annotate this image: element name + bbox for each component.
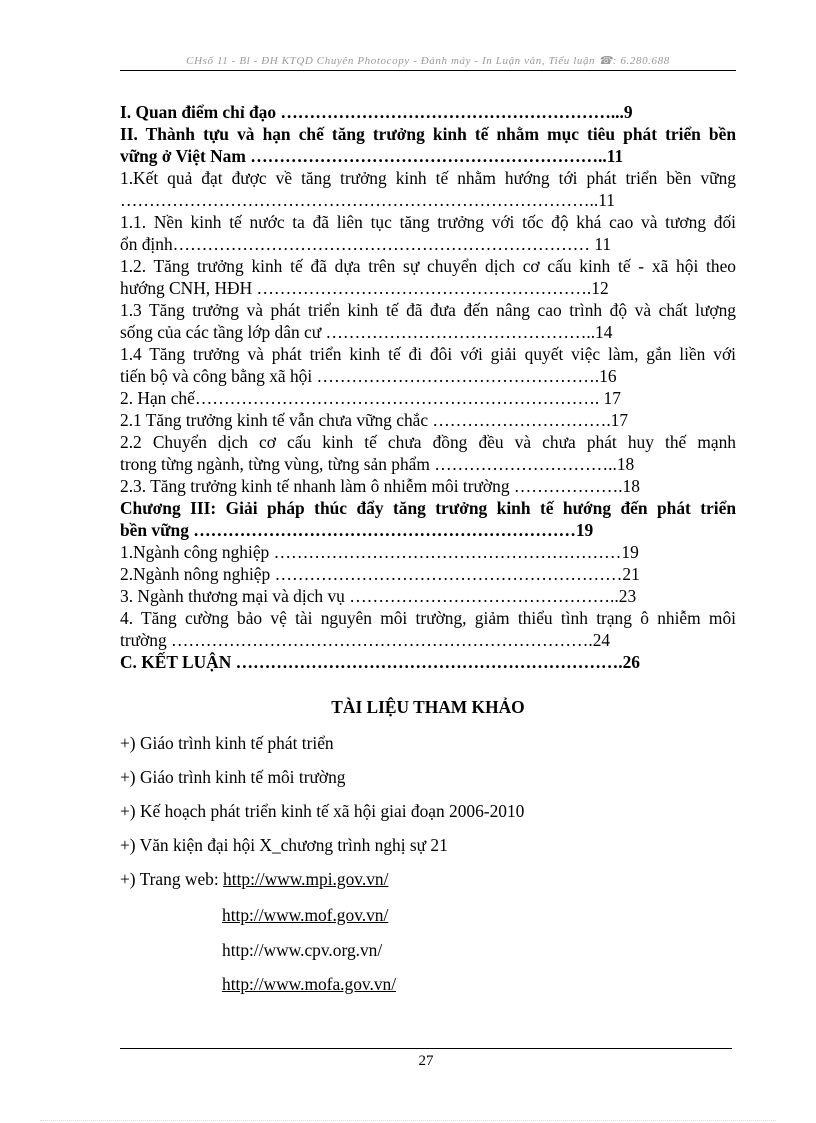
reference-item: +) Giáo trình kinh tế phát triển <box>120 733 334 753</box>
reference-web-prefix: +) Trang web: <box>120 869 224 889</box>
toc-line: Chương III: Giải pháp thúc đẩy tăng trưởng kinh tế hướng đến phát triển <box>120 498 736 518</box>
toc-line: hướng CNH, HĐH ………………………………………………….12 <box>120 278 609 298</box>
reference-item: +) Văn kiện đại hội X_chương trình nghị sự 21 <box>120 835 448 855</box>
table-of-contents <box>120 101 736 673</box>
toc-line: 2.2 Chuyển dịch cơ cấu kinh tế chưa đồng đều và chưa phát huy thế mạnh <box>120 432 736 452</box>
toc-line: 2.3. Tăng trưởng kinh tế nhanh làm ô nhiễm môi trường ……………….18 <box>120 476 640 496</box>
toc-line: 4. Tăng cường bảo vệ tài nguyên môi trường, giảm thiểu tình trạng ô nhiễm môi <box>120 608 736 628</box>
toc-line: 1.4 Tăng trưởng và phát triển kinh tế đi đôi với giải quyết việc làm, gắn liền với <box>120 344 736 364</box>
toc-line: trường ……………………………………………………………….24 <box>120 630 611 650</box>
toc-line: 1.Kết quả đạt được về tăng trưởng kinh tế nhằm hướng tới phát triển bền vững <box>120 168 736 188</box>
toc-line: 1.3 Tăng trưởng và phát triển kinh tế đã đưa đến nâng cao trình độ và chất lượng <box>120 300 736 320</box>
toc-line: 1.1. Nền kinh tế nước ta đã liên tục tăng trưởng với tốc độ khá cao và tương đối <box>120 212 736 232</box>
web-link-mpi[interactable]: http://www.mpi.gov.vn/ <box>223 869 389 889</box>
reference-item: +) Giáo trình kinh tế môi trường <box>120 767 346 787</box>
toc-line: 2. Hạn chế……………………………………………………………. 17 <box>120 388 621 408</box>
footer-rule <box>120 1048 732 1049</box>
toc-line: tiến bộ và công bằng xã hội ………………………………………….16 <box>120 366 617 386</box>
page-edge <box>40 1120 776 1121</box>
reference-web <box>120 869 388 890</box>
toc-line: vững ở Việt Nam ……………………………………………………..11 <box>120 146 624 166</box>
web-link-cpv[interactable]: http://www.cpv.org.vn/ <box>222 940 383 960</box>
toc-line: ổn định……………………………………………………………… 11 <box>120 234 612 254</box>
toc-line: 3. Ngành thương mại và dịch vụ ………………………………………..23 <box>120 586 637 606</box>
toc-line: ………………………………………………………………………..11 <box>120 190 615 210</box>
toc-line: 1.Ngành công nghiệp ……………………………………………………19 <box>120 542 639 562</box>
web-link-mofa[interactable]: http://www.mofa.gov.vn/ <box>222 974 397 994</box>
toc-line: sống của các tầng lớp dân cư ………………………………………..14 <box>120 322 613 342</box>
toc-line: 2.Ngành nông nghiệp ……………………………………………………21 <box>120 564 640 584</box>
references-title: TÀI LIỆU THAM KHẢO <box>331 697 525 717</box>
page-number: 27 <box>418 1053 434 1069</box>
header-rule <box>120 70 736 71</box>
toc-line: C. KẾT LUẬN ………………………………………………………….26 <box>120 652 640 672</box>
toc-line: bền vững …………………………………………………………19 <box>120 520 594 540</box>
toc-line: II. Thành tựu và hạn chế tăng trưởng kinh tế nhằm mục tiêu phát triển bền <box>120 124 736 144</box>
toc-line: 2.1 Tăng trưởng kinh tế vẫn chưa vững chắc ………………………….17 <box>120 410 629 430</box>
web-link-mof[interactable]: http://www.mof.gov.vn/ <box>222 905 389 925</box>
toc-line: I. Quan điểm chỉ đạo …………………………………………………...9 <box>120 102 633 122</box>
toc-line: trong từng ngành, từng vùng, từng sản phẩm …………………………..18 <box>120 454 635 474</box>
toc-line: 1.2. Tăng trưởng kinh tế đã dựa trên sự chuyển dịch cơ cấu kinh tế - xã hội theo <box>120 256 736 276</box>
page-header: CHsố 11 - Bl - ĐH KTQD Chuyên Photocopy - Đánh máy - In Luận văn, Tiểu luận ☎: 6.280.688 <box>186 55 670 67</box>
reference-item: +) Kế hoạch phát triển kinh tế xã hội giai đoạn 2006-2010 <box>120 801 525 821</box>
